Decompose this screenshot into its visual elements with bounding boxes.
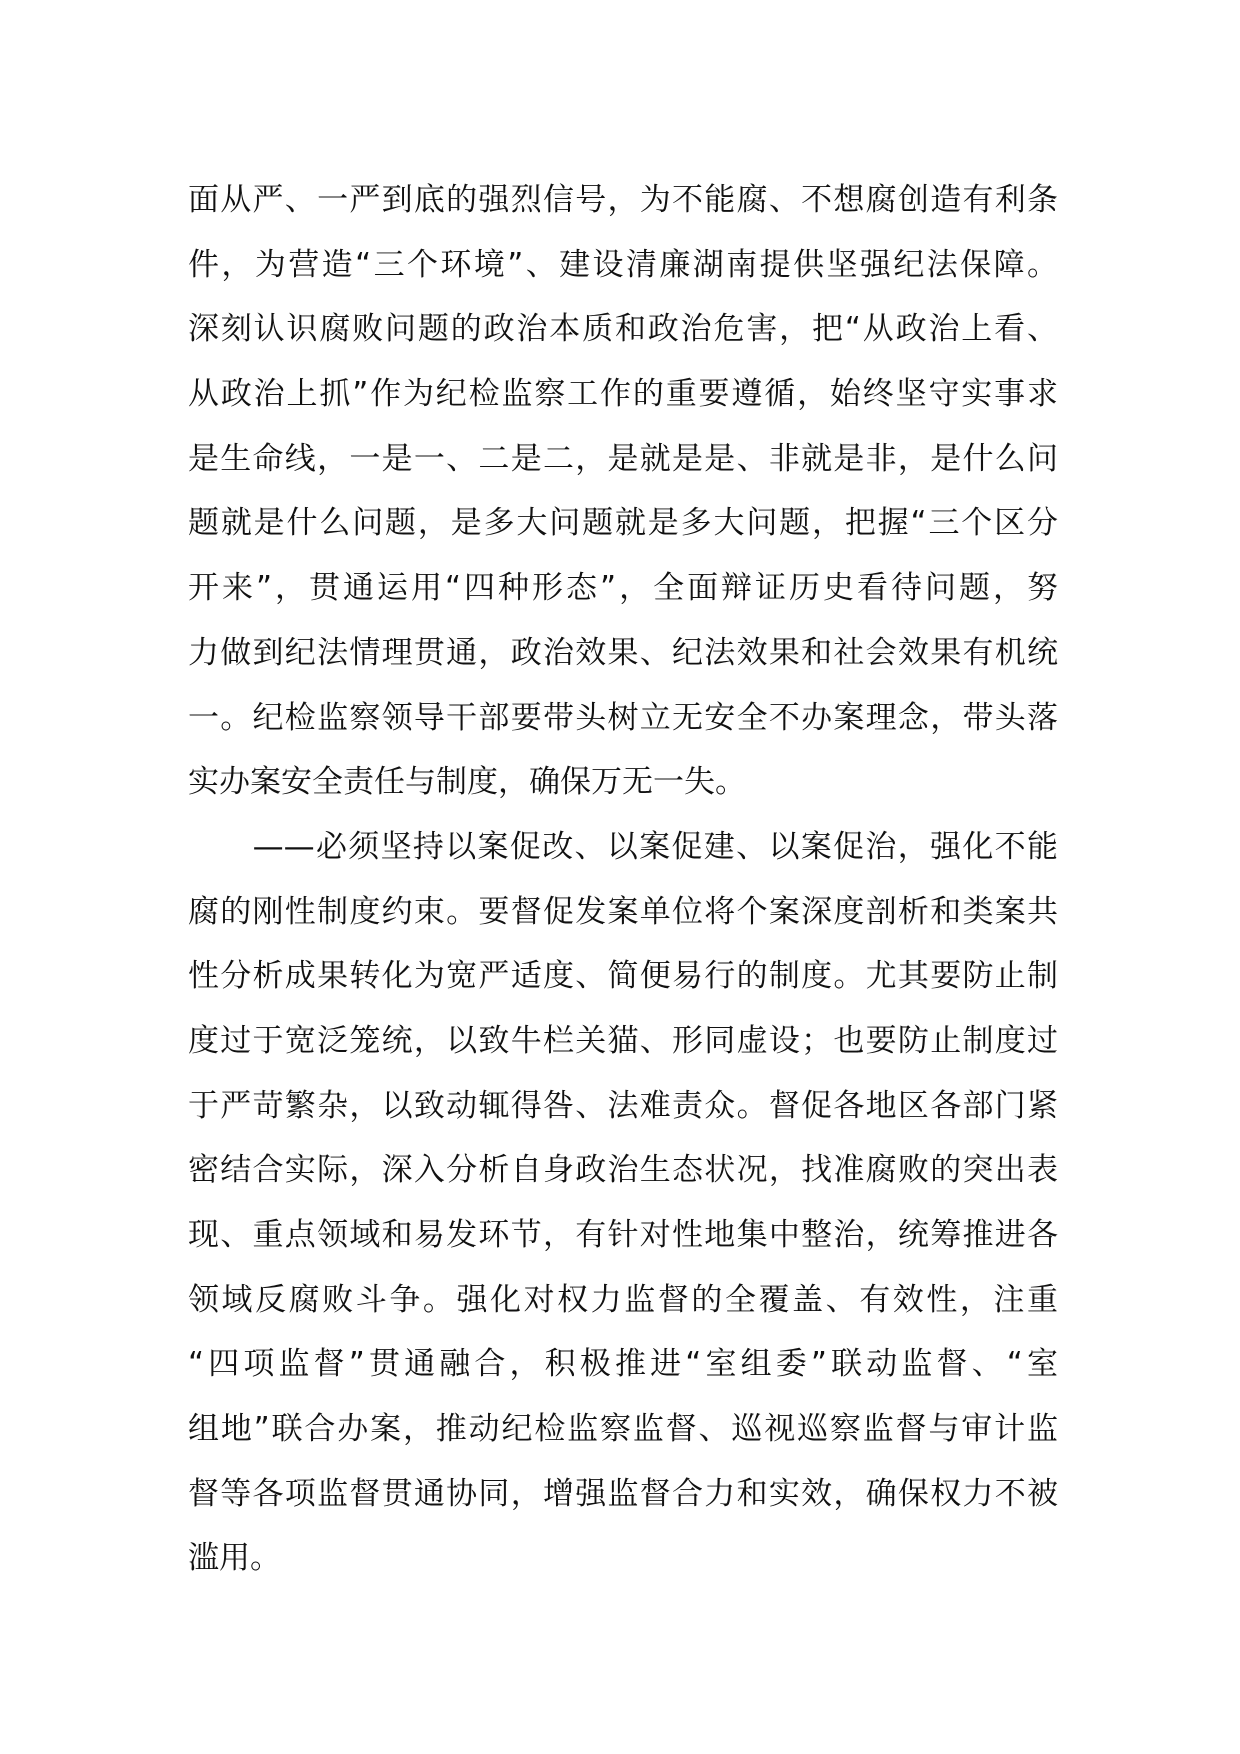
text-line: 题就是什么问题，是多大问题就是多大问题，把握“三个区分	[188, 505, 1058, 542]
text-line: 现、重点领域和易发环节，有针对性地集中整治，统筹推进各	[188, 1217, 1058, 1253]
text-line: 组地”联合办案，推动纪检监察监督、巡视巡察监督与审计监	[188, 1411, 1058, 1448]
text-line: 深刻认识腐败问题的政治本质和政治危害，把“从政治上看、	[188, 311, 1058, 348]
text-line: 力做到纪法情理贯通，政治效果、纪法效果和社会效果有机统	[188, 634, 1058, 671]
text-line: 是生命线，一是一、二是二，是就是是、非就是非，是什么问	[188, 440, 1058, 477]
text-line: 督等各项监督贯通协同，增强监督合力和实效，确保权力不被	[188, 1475, 1058, 1512]
text-line: 度过于宽泛笼统，以致牛栏关猫、形同虚设；也要防止制度过	[188, 1022, 1058, 1059]
text-line: 腐的刚性制度约束。要督促发案单位将个案深度剖析和类案共	[188, 893, 1058, 930]
text-line: ——必须坚持以案促改、以案促建、以案促治，强化不能	[188, 828, 1058, 865]
body-text	[188, 168, 1058, 1591]
text-line: “四项监督”贯通融合，积极推进“室组委”联动监督、“室	[188, 1346, 1058, 1383]
text-line: 件，为营造“三个环境”、建设清廉湖南提供坚强纪法保障。	[188, 246, 1058, 283]
text-line: 领域反腐败斗争。强化对权力监督的全覆盖、有效性，注重	[188, 1281, 1058, 1318]
text-line: 开来”，贯通运用“四种形态”，全面辩证历史看待问题，努	[188, 570, 1058, 607]
text-line: 性分析成果转化为宽严适度、简便易行的制度。尤其要防止制	[188, 958, 1058, 995]
text-line: 于严苛繁杂，以致动辄得咎、法难责众。督促各地区各部门紧	[188, 1087, 1058, 1124]
text-line: 密结合实际，深入分析自身政治生态状况，找准腐败的突出表	[188, 1152, 1058, 1189]
text-line: 实办案安全责任与制度，确保万无一失。	[188, 764, 746, 801]
text-line: 面从严、一严到底的强烈信号，为不能腐、不想腐创造有利条	[188, 182, 1058, 218]
text-line: 一。纪检监察领导干部要带头树立无安全不办案理念，带头落	[188, 699, 1058, 736]
text-line: 从政治上抓”作为纪检监察工作的重要遵循，始终坚守实事求	[188, 376, 1058, 413]
text-line: 滥用。	[188, 1540, 281, 1577]
